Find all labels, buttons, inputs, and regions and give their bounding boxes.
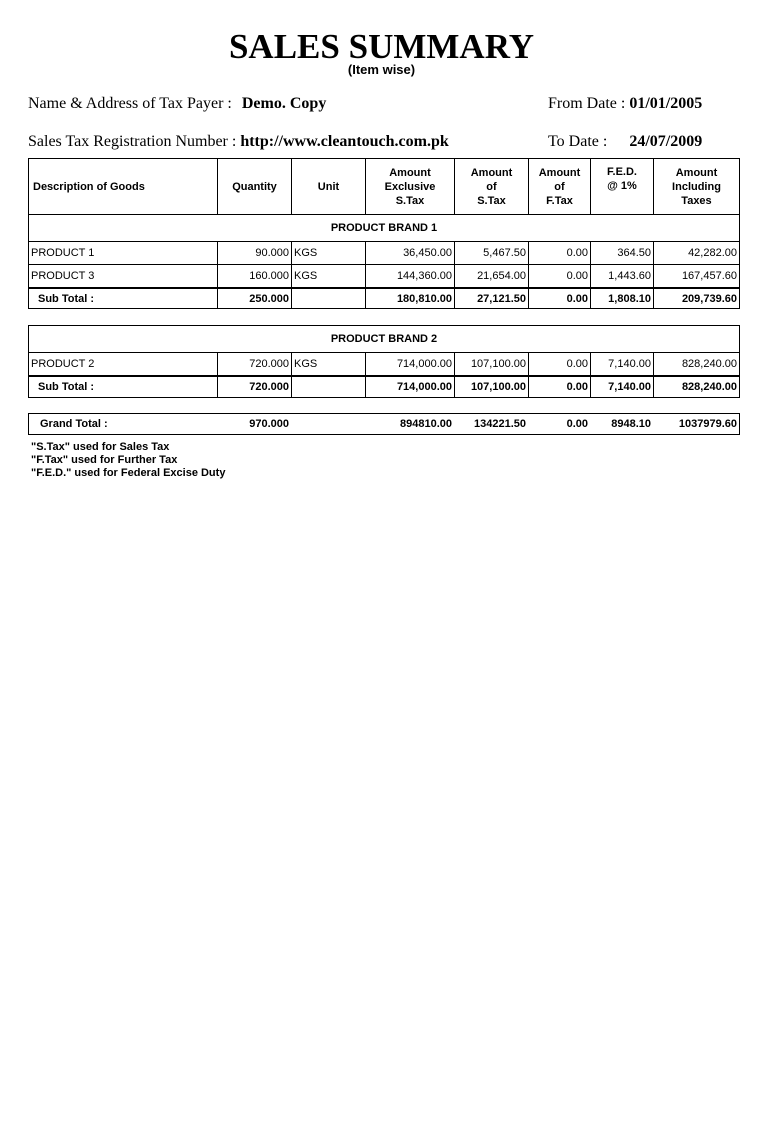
col-amount-stax-header: Amount of S.Tax bbox=[470, 166, 513, 207]
col-amount-incl-header: Amount Including Taxes bbox=[672, 166, 721, 207]
group-brand-2 bbox=[28, 325, 740, 398]
cell-unit: KGS bbox=[294, 358, 318, 370]
to-date-value: 24/07/2009 bbox=[629, 133, 703, 150]
registration-label: Sales Tax Registration Number : bbox=[28, 133, 237, 150]
subtotal-amount-excl: 180,810.00 bbox=[396, 292, 452, 305]
table-row bbox=[29, 265, 739, 287]
cell-fed: 364.50 bbox=[617, 247, 651, 259]
to-date-line bbox=[548, 133, 702, 151]
grand-total-quantity: 970.000 bbox=[249, 418, 289, 430]
subtotal-amount-incl: 828,240.00 bbox=[681, 381, 737, 393]
grand-total-fed: 8948.10 bbox=[611, 418, 651, 430]
subtotal-fed: 7,140.00 bbox=[608, 381, 651, 393]
cell-amount-ftax: 0.00 bbox=[566, 247, 588, 259]
cell-amount-incl: 167,457.60 bbox=[681, 270, 737, 282]
grand-total-amount-stax: 134221.50 bbox=[474, 418, 526, 430]
col-amount-ftax-header: Amount of F.Tax bbox=[538, 166, 581, 207]
cell-description: PRODUCT 1 bbox=[31, 247, 95, 259]
from-date-line bbox=[548, 95, 702, 113]
cell-amount-excl: 144,360.00 bbox=[396, 270, 452, 282]
cell-description: PRODUCT 2 bbox=[31, 358, 95, 370]
col-amount-excl-header: Amount Exclusive S.Tax bbox=[384, 166, 436, 207]
subtotal-row bbox=[29, 377, 739, 397]
group-brand-1 bbox=[28, 214, 740, 309]
cell-amount-stax: 5,467.50 bbox=[483, 247, 526, 259]
grand-total-row bbox=[28, 413, 740, 435]
cell-unit: KGS bbox=[294, 270, 318, 282]
subtotal-quantity: 250.000 bbox=[249, 292, 289, 305]
taxpayer-label: Name & Address of Tax Payer : bbox=[28, 95, 232, 112]
cell-quantity: 720.000 bbox=[249, 358, 289, 370]
table-row bbox=[29, 242, 739, 264]
table-row bbox=[29, 353, 739, 375]
report-title: SALES SUMMARY bbox=[228, 27, 535, 66]
table-header bbox=[28, 158, 740, 215]
grand-total-amount-incl: 1037979.60 bbox=[678, 418, 737, 430]
subtotal-fed: 1,808.10 bbox=[608, 292, 651, 305]
grand-total-amount-excl: 894810.00 bbox=[400, 418, 452, 430]
grand-total-label: Grand Total : bbox=[40, 418, 108, 430]
abbreviation-notes bbox=[31, 441, 225, 480]
from-date-label: From Date : bbox=[548, 95, 626, 112]
col-description-header: Description of Goods bbox=[33, 180, 145, 193]
cell-fed: 7,140.00 bbox=[608, 358, 651, 370]
cell-amount-excl: 714,000.00 bbox=[396, 358, 452, 370]
note-item: "F.E.D." used for Federal Excise Duty bbox=[31, 467, 226, 479]
subtotal-amount-stax: 27,121.50 bbox=[477, 292, 526, 305]
cell-fed: 1,443.60 bbox=[608, 270, 651, 282]
to-date-label: To Date : bbox=[548, 133, 608, 150]
cell-amount-stax: 107,100.00 bbox=[470, 358, 526, 370]
cell-unit: KGS bbox=[294, 247, 318, 259]
subtotal-amount-excl: 714,000.00 bbox=[396, 381, 452, 393]
subtotal-row bbox=[29, 289, 739, 308]
taxpayer-value: Demo. Copy bbox=[241, 95, 327, 112]
group-title: PRODUCT BRAND 2 bbox=[330, 333, 438, 345]
cell-quantity: 160.000 bbox=[249, 270, 289, 282]
col-fed-header: F.E.D. @ 1% bbox=[607, 166, 637, 192]
subtotal-amount-ftax: 0.00 bbox=[566, 292, 588, 305]
cell-amount-stax: 21,654.00 bbox=[477, 270, 526, 282]
subtotal-amount-stax: 107,100.00 bbox=[470, 381, 526, 393]
cell-amount-incl: 42,282.00 bbox=[688, 247, 737, 259]
registration-line bbox=[28, 133, 449, 151]
cell-amount-ftax: 0.00 bbox=[566, 270, 588, 282]
subtotal-label: Sub Total : bbox=[38, 292, 95, 305]
cell-amount-excl: 36,450.00 bbox=[403, 247, 452, 259]
note-item: "F.Tax" used for Further Tax bbox=[31, 454, 178, 466]
cell-amount-incl: 828,240.00 bbox=[681, 358, 737, 370]
taxpayer-line bbox=[28, 95, 326, 113]
cell-description: PRODUCT 3 bbox=[31, 270, 95, 282]
registration-value: http://www.cleantouch.com.pk bbox=[240, 133, 449, 150]
col-unit-header: Unit bbox=[317, 180, 340, 193]
group-title: PRODUCT BRAND 1 bbox=[330, 222, 438, 234]
subtotal-amount-incl: 209,739.60 bbox=[681, 292, 737, 305]
subtotal-label: Sub Total : bbox=[38, 381, 95, 393]
grand-total-amount-ftax: 0.00 bbox=[566, 418, 588, 430]
subtotal-amount-ftax: 0.00 bbox=[566, 381, 588, 393]
from-date-value: 01/01/2005 bbox=[629, 95, 703, 112]
cell-amount-ftax: 0.00 bbox=[566, 358, 588, 370]
report-subtitle: (Item wise) bbox=[347, 62, 416, 77]
col-quantity-header: Quantity bbox=[232, 180, 277, 193]
note-item: "S.Tax" used for Sales Tax bbox=[31, 441, 170, 453]
cell-quantity: 90.000 bbox=[255, 247, 289, 259]
subtotal-quantity: 720.000 bbox=[249, 381, 289, 393]
